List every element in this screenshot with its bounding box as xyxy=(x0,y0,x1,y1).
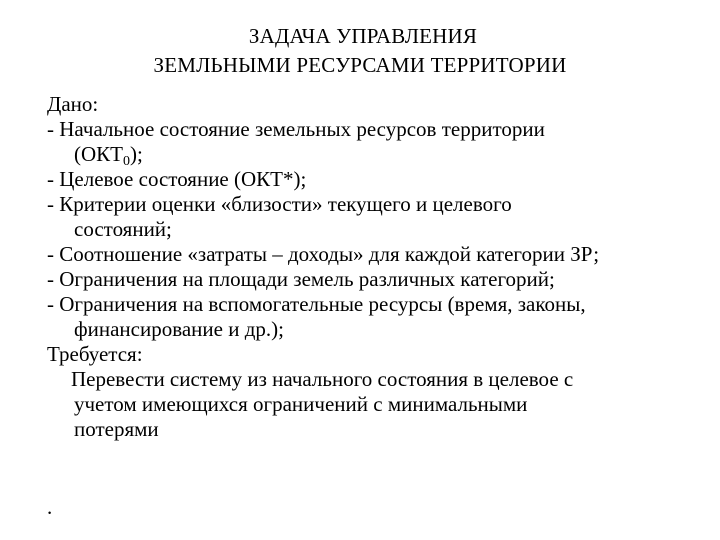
okt-prefix: (ОКТ xyxy=(74,142,123,166)
required-line-2: учетом имеющихся ограничений с минимальными xyxy=(74,392,528,416)
title-line-1: ЗАДАЧА УПРАВЛЕНИЯ xyxy=(248,24,478,48)
slide-body xyxy=(47,92,707,442)
title-line-2: ЗЕМЛЬНЫМИ РЕСУРСАМИ ТЕРРИТОРИИ xyxy=(153,53,567,77)
given-heading: Дано: xyxy=(47,92,99,116)
given-item-initial-state: - Начальное состояние земельных ресурсов территории xyxy=(47,117,545,141)
given-item-target-state: - Целевое состояние (ОКТ*); xyxy=(47,167,307,191)
slide-title xyxy=(0,22,720,80)
okt-suffix: ); xyxy=(130,142,143,166)
given-item-area-limits: - Ограничения на площади земель различных категорий; xyxy=(47,267,555,291)
given-item-resource-limits: - Ограничения на вспомогательные ресурсы (время, законы, xyxy=(47,292,586,316)
given-item-criteria-cont: состояний; xyxy=(74,217,172,241)
trailing-dot: . xyxy=(47,495,53,519)
required-line-3: потерями xyxy=(74,417,159,441)
given-item-cost-income: - Соотношение «затраты – доходы» для каждой категории ЗР; xyxy=(47,242,600,266)
given-item-initial-state-cont xyxy=(47,142,707,167)
required-heading: Требуется: xyxy=(47,342,143,366)
given-item-criteria: - Критерии оценки «близости» текущего и целевого xyxy=(47,192,512,216)
okt-subscript: 0 xyxy=(123,154,130,169)
given-item-resource-limits-cont: финансирование и др.); xyxy=(74,317,284,341)
required-line-1: Перевести систему из начального состояния в целевое с xyxy=(71,367,574,391)
